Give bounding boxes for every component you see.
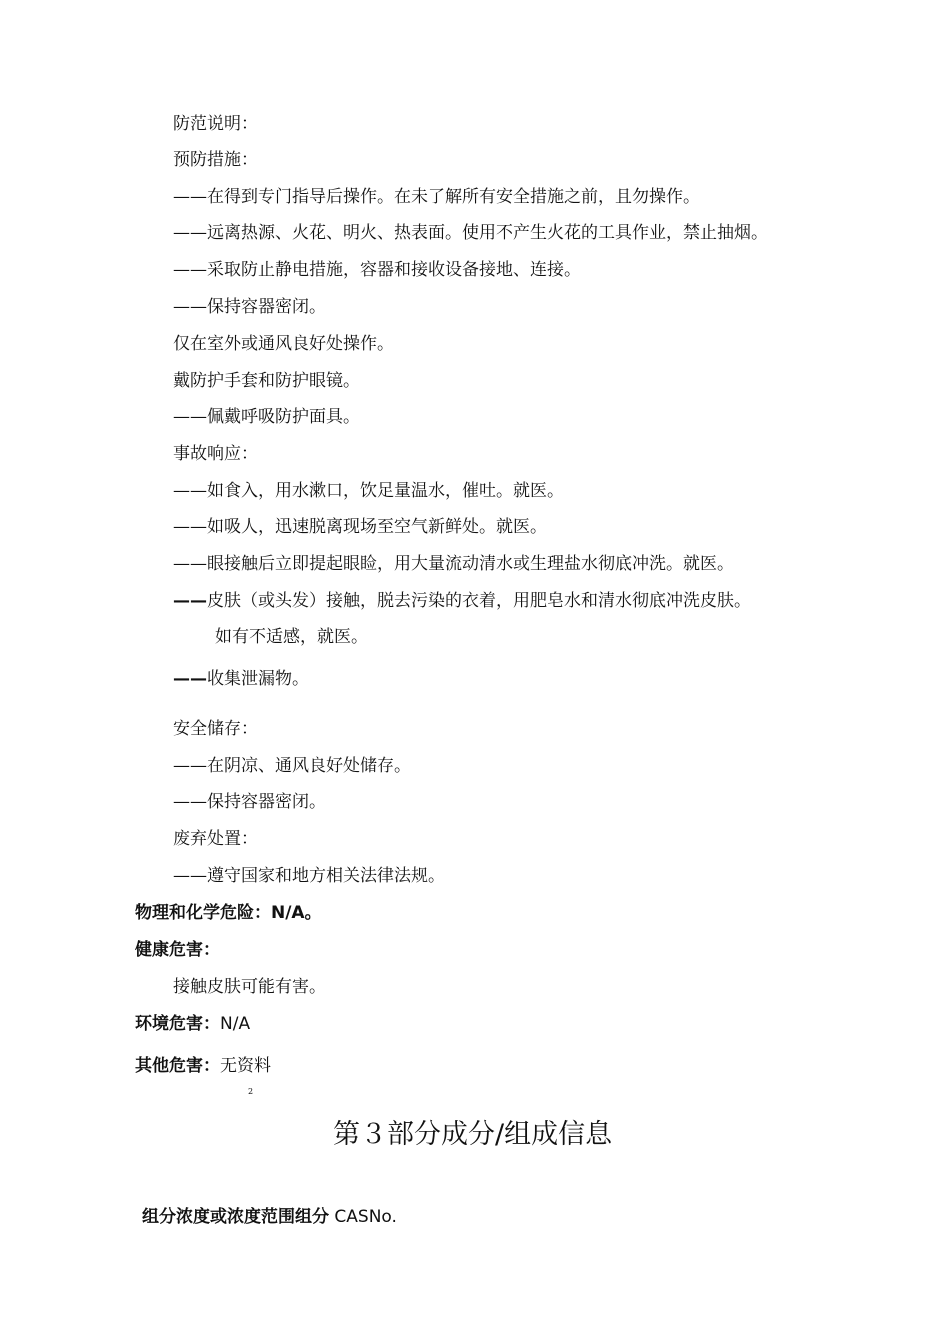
prevention-item: ——远离热源、火花、明火、热表面。使用不产生火花的工具作业，禁止抽烟。: [173, 223, 768, 243]
physical-hazard: [135, 902, 322, 924]
response-item-skin: [173, 590, 751, 612]
section3-title: 第３部分成分/组成信息: [333, 1119, 613, 1150]
environment-hazard: [135, 1013, 250, 1035]
composition-header-cas: CASNo.: [329, 1207, 397, 1227]
prevention-item: 戴防护手套和防护眼镜。: [173, 371, 360, 391]
prevention-item: ——佩戴呼吸防护面具。: [173, 407, 360, 427]
prevention-item: ——采取防止静电措施，容器和接收设备接地、连接。: [173, 260, 581, 280]
prevention-item: 仅在室外或通风良好处操作。: [173, 334, 394, 354]
response-item: ——眼接触后立即提起眼睑，用大量流动清水或生理盐水彻底冲洗。就医。: [173, 554, 734, 574]
storage-item: ——保持容器密闭。: [173, 792, 326, 812]
health-hazard-value: 接触皮肤可能有害。: [173, 977, 326, 997]
precautions-heading: 防范说明：: [173, 114, 258, 134]
other-hazard-value: 无资料: [220, 1056, 271, 1076]
response-heading: 事故响应：: [173, 444, 258, 464]
storage-item: ——在阴凉、通风良好处储存。: [173, 756, 411, 776]
physical-hazard-label: 物理和化学危险：: [135, 903, 271, 923]
skin-text: 皮肤（或头发）接触，脱去污染的衣着，用肥皂水和清水彻底冲洗皮肤。: [207, 591, 751, 611]
response-item-collect: [173, 668, 309, 690]
environment-hazard-label: 环境危害：: [135, 1014, 220, 1034]
composition-table-header: [142, 1206, 397, 1228]
skin-continuation: 如有不适感，就医。: [215, 627, 368, 647]
collect-text: 收集泄漏物。: [207, 669, 309, 689]
health-hazard-label: 健康危害：: [135, 940, 220, 960]
storage-heading: 安全储存：: [173, 719, 258, 739]
page-number: 2: [248, 1087, 254, 1096]
prevention-item: ——在得到专门指导后操作。在未了解所有安全措施之前，且勿操作。: [173, 187, 700, 207]
other-hazard: [135, 1055, 271, 1077]
disposal-heading: 废弃处置：: [173, 829, 258, 849]
disposal-item: ——遵守国家和地方相关法律法规。: [173, 866, 445, 886]
collect-dash: ——: [173, 669, 207, 689]
prevention-item: ——保持容器密闭。: [173, 297, 326, 317]
other-hazard-label: 其他危害：: [135, 1056, 220, 1076]
skin-dash: ——: [173, 591, 207, 611]
environment-hazard-value: N/A: [220, 1014, 251, 1034]
response-item: ——如食入，用水漱口，饮足量温水，催吐。就医。: [173, 481, 564, 501]
prevention-heading: 预防措施：: [173, 150, 258, 170]
composition-header-bold: 组分浓度或浓度范围组分: [142, 1207, 329, 1227]
response-item: ——如吸人，迅速脱离现场至空气新鲜处。就医。: [173, 517, 547, 537]
physical-hazard-value: N/A。: [271, 903, 322, 923]
